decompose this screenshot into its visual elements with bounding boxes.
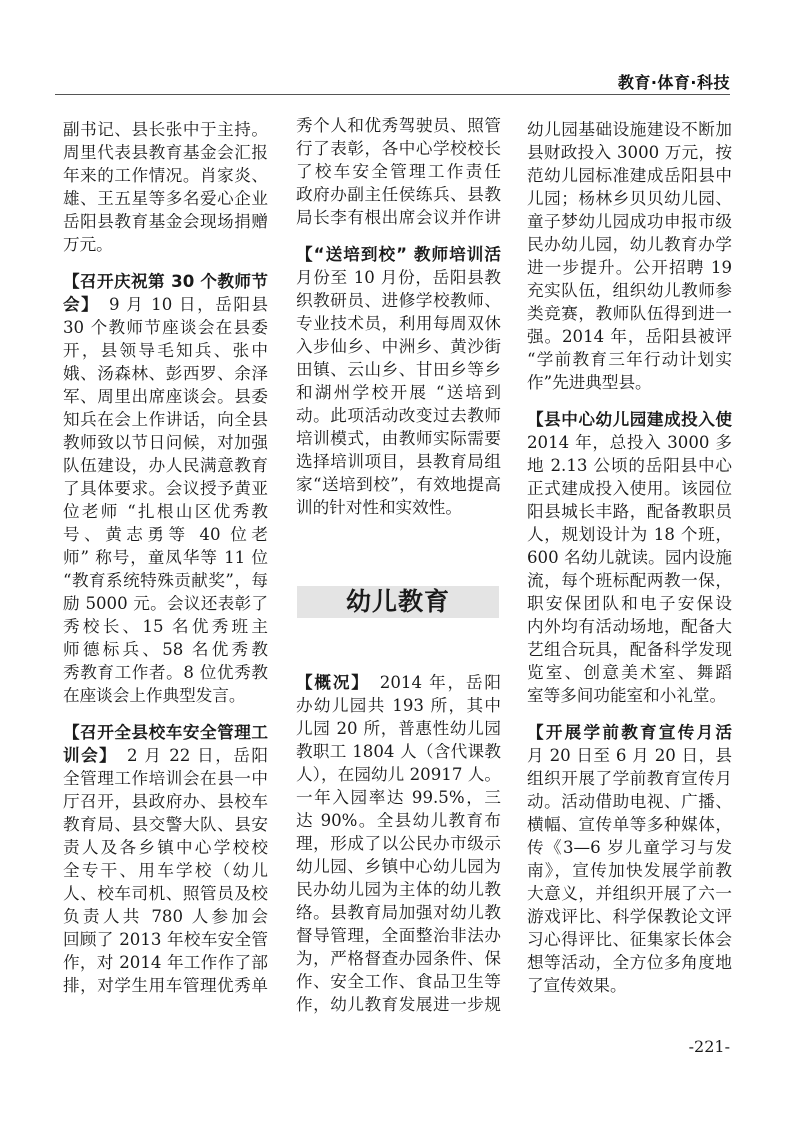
text-line bbox=[527, 256, 732, 279]
text-line bbox=[63, 454, 268, 477]
line-text: 万元。 bbox=[63, 235, 113, 254]
line-text: 作，对 2014 年工作作了部 bbox=[63, 953, 268, 972]
text-line bbox=[296, 694, 501, 717]
text-line bbox=[527, 615, 732, 638]
line-text: 培训模式，由教师实际需要 bbox=[296, 429, 501, 448]
line-text: 教职工 1804 人（含代课教 bbox=[296, 742, 501, 761]
line-text: 职安保团队和电子安保设 bbox=[527, 594, 732, 613]
text-line bbox=[527, 210, 732, 233]
line-text: 内外均有活动场地，配备大 bbox=[527, 617, 732, 636]
text-line bbox=[296, 855, 501, 878]
text-line bbox=[527, 767, 732, 790]
text-line bbox=[527, 928, 732, 951]
line-text: 幼儿园、乡镇中心幼儿园为 bbox=[296, 857, 501, 876]
line-text: 进一步提升。公开招聘 19 bbox=[527, 258, 732, 277]
entry-heading: 【开展学前教育宣传月活 bbox=[527, 723, 732, 742]
line-text: 流，每个班标配两教一保， bbox=[527, 571, 732, 590]
line-text: 强。2014 年，岳阳县被评 bbox=[527, 327, 732, 346]
line-text: 2014 年，岳阳 bbox=[379, 673, 501, 692]
text-line bbox=[63, 500, 268, 523]
line-text: 民办幼儿园，幼儿教育办学 bbox=[527, 235, 732, 254]
text-line bbox=[527, 523, 732, 546]
text-line bbox=[63, 339, 268, 362]
entry-heading: 【概况】 bbox=[296, 673, 362, 692]
line-text: 军、周里出席座谈会。县委 bbox=[63, 387, 268, 406]
line-text: 办幼儿园共 193 所，其中 bbox=[296, 696, 501, 715]
article-entry bbox=[296, 243, 501, 519]
line-text: 络。县教育局加强对幼儿教 bbox=[296, 903, 501, 922]
entry-heading: 【“送培到校” 教师培训活 bbox=[296, 245, 501, 264]
text-line bbox=[527, 187, 732, 210]
line-text: 儿园 20 所，普惠性幼儿园 bbox=[296, 719, 501, 738]
text-line bbox=[296, 358, 501, 381]
line-text: 30 个教师节座谈会在县委 bbox=[63, 318, 268, 337]
text-line bbox=[527, 882, 732, 905]
text-line bbox=[296, 832, 501, 855]
line-text: 人），在园幼儿 20917 人。 bbox=[296, 765, 501, 784]
line-text: 教育局、县交警大队、县安 bbox=[63, 815, 268, 834]
text-line bbox=[296, 970, 501, 993]
text-line bbox=[296, 404, 501, 427]
text-line bbox=[527, 721, 732, 744]
text-line bbox=[63, 744, 268, 767]
line-text: 在座谈会上作典型发言。 bbox=[63, 686, 246, 705]
line-text: 督导管理，全面整治非法办 bbox=[296, 926, 501, 945]
text-line bbox=[63, 974, 268, 997]
line-text: 织教研员、进修学校教师、 bbox=[296, 291, 501, 310]
text-line bbox=[63, 684, 268, 707]
article-entry bbox=[63, 721, 268, 997]
text-line bbox=[527, 371, 732, 394]
line-text: 幼儿园基础设施建设不断加 bbox=[527, 120, 732, 139]
line-text: 横幅、宣传单等多种媒体， bbox=[527, 815, 732, 834]
line-text: 政府办副主任侯练兵、县教 bbox=[296, 185, 501, 204]
line-text: 想等活动，全方位多角度地 bbox=[527, 953, 732, 972]
line-text: 一年入园率达 99.5%，三 bbox=[296, 788, 501, 807]
line-text: 习心得评比、征集家长体会 bbox=[527, 930, 732, 949]
text-line bbox=[296, 740, 501, 763]
text-line bbox=[63, 592, 268, 615]
text-line bbox=[527, 233, 732, 256]
text-line bbox=[527, 638, 732, 661]
line-text: 人，规划设计为 18 个班， bbox=[527, 525, 732, 544]
line-text: 组织开展了学前教育宣传月 bbox=[527, 769, 732, 788]
line-text: 了宣传效果。 bbox=[527, 976, 627, 995]
text-line bbox=[527, 905, 732, 928]
line-text: 艺组合玩具，配备科学发现 bbox=[527, 640, 732, 659]
line-text: 达 90%。全县幼儿教育布 bbox=[296, 811, 501, 830]
line-text: 家“送培到校”，有效地提高 bbox=[296, 475, 501, 494]
text-line bbox=[296, 312, 501, 335]
running-header-title: 教育·体育·科技 bbox=[617, 73, 730, 92]
line-text: 充实队伍，组织幼儿教师参 bbox=[527, 281, 732, 300]
text-line bbox=[296, 496, 501, 519]
text-line bbox=[63, 523, 268, 546]
text-line bbox=[63, 164, 268, 187]
text-line bbox=[296, 243, 501, 266]
text-line bbox=[63, 293, 268, 316]
text-line bbox=[296, 266, 501, 289]
line-text: 9 月 10 日，岳阳县 bbox=[108, 295, 268, 314]
text-line bbox=[63, 859, 268, 882]
line-text: 游戏评比、科学保教论文评 bbox=[527, 907, 732, 926]
text-line bbox=[296, 473, 501, 496]
text-line bbox=[296, 947, 501, 970]
text-line bbox=[527, 569, 732, 592]
line-text: 开，县领导毛知兵、张中 bbox=[63, 341, 268, 360]
text-line bbox=[527, 118, 732, 141]
text-line bbox=[63, 546, 268, 569]
text-line bbox=[296, 901, 501, 924]
line-text: 阳县城长丰路，配备教职员 bbox=[527, 502, 732, 521]
entry-heading: 训会】 bbox=[63, 746, 109, 765]
text-line bbox=[63, 477, 268, 500]
article-entry bbox=[527, 721, 732, 997]
text-line bbox=[63, 813, 268, 836]
text-line bbox=[63, 569, 268, 592]
article-paragraph bbox=[527, 118, 732, 394]
line-text: 选择培训项目，县教育局组 bbox=[296, 452, 501, 471]
article-entry bbox=[527, 408, 732, 707]
line-text: 秀教育工作者。8 位优秀教 bbox=[63, 663, 268, 682]
text-line bbox=[527, 684, 732, 707]
text-line bbox=[296, 924, 501, 947]
line-text: 回顾了 2013 年校车安全管 bbox=[63, 930, 268, 949]
text-line bbox=[296, 671, 501, 694]
text-line bbox=[63, 638, 268, 661]
line-text: 训的针对性和实效性。 bbox=[296, 498, 462, 517]
text-line bbox=[63, 210, 268, 233]
line-text: 行了表彰，各中心学校校长 bbox=[296, 139, 501, 158]
text-line bbox=[63, 721, 268, 744]
line-text: 月 20 日至 6 月 20 日，县 bbox=[527, 746, 732, 765]
text-line bbox=[527, 279, 732, 302]
text-line bbox=[63, 233, 268, 256]
text-line bbox=[527, 477, 732, 500]
text-line bbox=[527, 951, 732, 974]
line-text: 童子梦幼儿园成功申报市级 bbox=[527, 212, 732, 231]
line-text: 人、校车司机、照管员及校 bbox=[63, 884, 268, 903]
text-line bbox=[527, 790, 732, 813]
text-line bbox=[527, 836, 732, 859]
text-line bbox=[63, 836, 268, 859]
line-text: 秀校长、15 名优秀班主 bbox=[63, 617, 268, 636]
line-text: 排，对学生用车管理优秀单 bbox=[63, 976, 268, 995]
entry-heading: 【召开庆祝第 30 个教师节 bbox=[63, 272, 268, 291]
line-text: 600 名幼儿就读。园内设施 bbox=[527, 548, 732, 567]
line-text: 入步仙乡、中洲乡、黄沙街 bbox=[296, 337, 501, 356]
line-text: 师德标兵、58 名优秀教 bbox=[63, 640, 268, 659]
line-text: 览室、创意美术室、舞蹈 bbox=[527, 663, 732, 682]
line-text: 类竞赛，教师队伍得到进一 bbox=[527, 304, 732, 323]
text-line bbox=[63, 661, 268, 684]
line-text: 和湖州学校开展 “送培到 bbox=[296, 383, 501, 402]
line-text: 位老师 “扎根山区优秀教 bbox=[63, 502, 268, 521]
text-line bbox=[527, 546, 732, 569]
text-line bbox=[296, 717, 501, 740]
text-line bbox=[63, 431, 268, 454]
line-text: 师” 称号，童凤华等 11 位 bbox=[63, 548, 268, 567]
line-text: 负责人共 780 人参加会 bbox=[63, 907, 268, 926]
line-text: 秀个人和优秀驾驶员、照管 bbox=[296, 116, 501, 135]
line-text: 为，严格督查办园条件、保 bbox=[296, 949, 501, 968]
text-line bbox=[527, 141, 732, 164]
line-text: 了校车安全管理工作责任 bbox=[296, 162, 501, 181]
line-text: 大意义，并组织开展了六一 bbox=[527, 884, 732, 903]
text-line bbox=[296, 878, 501, 901]
text-line bbox=[63, 905, 268, 928]
line-text: 周里代表县教育基金会汇报 bbox=[63, 143, 268, 162]
line-text: 岳阳县教育基金会现场捐赠 bbox=[63, 212, 268, 231]
line-text: 地 2.13 公顷的岳阳县中心 bbox=[527, 456, 732, 475]
line-text: 动。活动借助电视、广播、 bbox=[527, 792, 732, 811]
text-line bbox=[296, 114, 501, 137]
text-line bbox=[527, 744, 732, 767]
text-line bbox=[527, 164, 732, 187]
line-text: 了具体要求。会议授予黄亚 bbox=[63, 479, 268, 498]
line-text: 儿园；杨林乡贝贝幼儿园、 bbox=[527, 189, 732, 208]
line-text: 作、安全工作、食品卫生等 bbox=[296, 972, 501, 991]
line-text: 室等多间功能室和小礼堂。 bbox=[527, 686, 727, 705]
line-text: 范幼儿园标准建成岳阳县中 bbox=[527, 166, 732, 185]
line-text: 专业技术员，利用每周双休 bbox=[296, 314, 501, 333]
line-text: 民办幼儿园为主体的幼儿教 bbox=[296, 880, 501, 899]
line-text: 励 5000 元。会议还表彰了 bbox=[63, 594, 268, 613]
text-line bbox=[527, 302, 732, 325]
text-line bbox=[296, 160, 501, 183]
text-line bbox=[63, 187, 268, 210]
column-left bbox=[63, 118, 268, 1011]
text-line bbox=[296, 381, 501, 404]
section-body bbox=[296, 671, 501, 1030]
line-text: 全专干、用车学校（幼儿 bbox=[63, 861, 268, 880]
line-text: 理，形成了以公民办市级示 bbox=[296, 834, 501, 853]
line-text: 全管理工作培训会在县一中 bbox=[63, 769, 268, 788]
line-text: 雄、王五星等多名爱心企业 bbox=[63, 189, 268, 208]
text-line bbox=[63, 385, 268, 408]
text-line bbox=[527, 813, 732, 836]
text-line bbox=[63, 882, 268, 905]
text-line bbox=[527, 974, 732, 997]
text-line bbox=[527, 325, 732, 348]
text-line bbox=[527, 859, 732, 882]
article-paragraph bbox=[63, 118, 268, 256]
line-text: 正式建成投入使用。该园位 bbox=[527, 479, 732, 498]
text-line bbox=[527, 592, 732, 615]
text-line bbox=[296, 206, 501, 229]
text-line bbox=[296, 427, 501, 450]
line-text: 局长李有根出席会议并作讲 bbox=[296, 208, 501, 227]
text-line bbox=[296, 993, 501, 1016]
line-text: 南》，宣传加快发展学前教 bbox=[527, 861, 732, 880]
text-line bbox=[63, 408, 268, 431]
entry-heading: 会】 bbox=[63, 295, 91, 314]
text-line bbox=[527, 431, 732, 454]
line-text: 作”先进典型县。 bbox=[527, 373, 652, 392]
line-text: 娥、汤森林、彭西罗、余泽 bbox=[63, 364, 268, 383]
text-line bbox=[527, 454, 732, 477]
article-entry bbox=[296, 671, 501, 1016]
line-text: “学前教育三年行动计划实 bbox=[527, 350, 732, 369]
line-text: 责人及各乡镇中心学校校 bbox=[63, 838, 268, 857]
line-text: 月份至 10 月份，岳阳县教 bbox=[296, 268, 501, 287]
text-line bbox=[63, 615, 268, 638]
line-text: 队伍建设，办人民满意教育 bbox=[63, 456, 268, 475]
line-text: 年来的工作情况。肖家炎、 bbox=[63, 166, 268, 185]
text-line bbox=[63, 316, 268, 339]
line-text: 教师致以节日问候，对加强 bbox=[63, 433, 268, 452]
page-number: -221- bbox=[688, 1037, 730, 1056]
text-line bbox=[63, 951, 268, 974]
entry-heading: 【召开全县校车安全管理工 bbox=[63, 723, 268, 742]
text-line bbox=[63, 118, 268, 141]
text-line bbox=[296, 183, 501, 206]
text-line bbox=[296, 137, 501, 160]
line-text: 知兵在会上作讲话，向全县 bbox=[63, 410, 268, 429]
line-text: “教育系统特殊贡献奖”，每 bbox=[63, 571, 268, 590]
text-line bbox=[63, 270, 268, 293]
text-line bbox=[527, 348, 732, 371]
text-line bbox=[296, 450, 501, 473]
line-text: 厅召开，县政府办、县校车 bbox=[63, 792, 268, 811]
line-text: 2 月 22 日，岳阳 bbox=[127, 746, 268, 765]
text-line bbox=[527, 408, 732, 431]
text-line bbox=[527, 661, 732, 684]
line-text: 2014 年，总投入 3000 多 bbox=[527, 433, 732, 452]
text-line bbox=[527, 500, 732, 523]
entry-heading: 【县中心幼儿园建成投入使 bbox=[527, 410, 732, 429]
text-line bbox=[63, 141, 268, 164]
line-text: 县财政投入 3000 万元，按 bbox=[527, 143, 732, 162]
text-line bbox=[63, 767, 268, 790]
text-line bbox=[63, 928, 268, 951]
line-text: 田镇、云山乡、甘田乡等乡 bbox=[296, 360, 501, 379]
column-middle bbox=[296, 114, 501, 533]
header-rule bbox=[55, 94, 730, 95]
text-line bbox=[296, 763, 501, 786]
article-paragraph bbox=[296, 114, 501, 229]
text-line bbox=[296, 809, 501, 832]
text-line bbox=[63, 790, 268, 813]
text-line bbox=[296, 289, 501, 312]
line-text: 作，幼儿教育发展进一步规 bbox=[296, 995, 501, 1014]
line-text: 副书记、县长张中于主持。 bbox=[63, 120, 268, 139]
text-line bbox=[296, 786, 501, 809]
text-line bbox=[296, 335, 501, 358]
section-heading-kindergarten-education: 幼儿教育 bbox=[297, 586, 499, 618]
column-right bbox=[527, 118, 732, 1011]
text-line bbox=[63, 362, 268, 385]
article-entry bbox=[63, 270, 268, 707]
line-text: 号、黄志勇等 40 位老 bbox=[63, 525, 268, 544]
line-text: 动。此项活动改变过去教师 bbox=[296, 406, 501, 425]
line-text: 传《3—6 岁儿童学习与发 bbox=[527, 838, 732, 857]
